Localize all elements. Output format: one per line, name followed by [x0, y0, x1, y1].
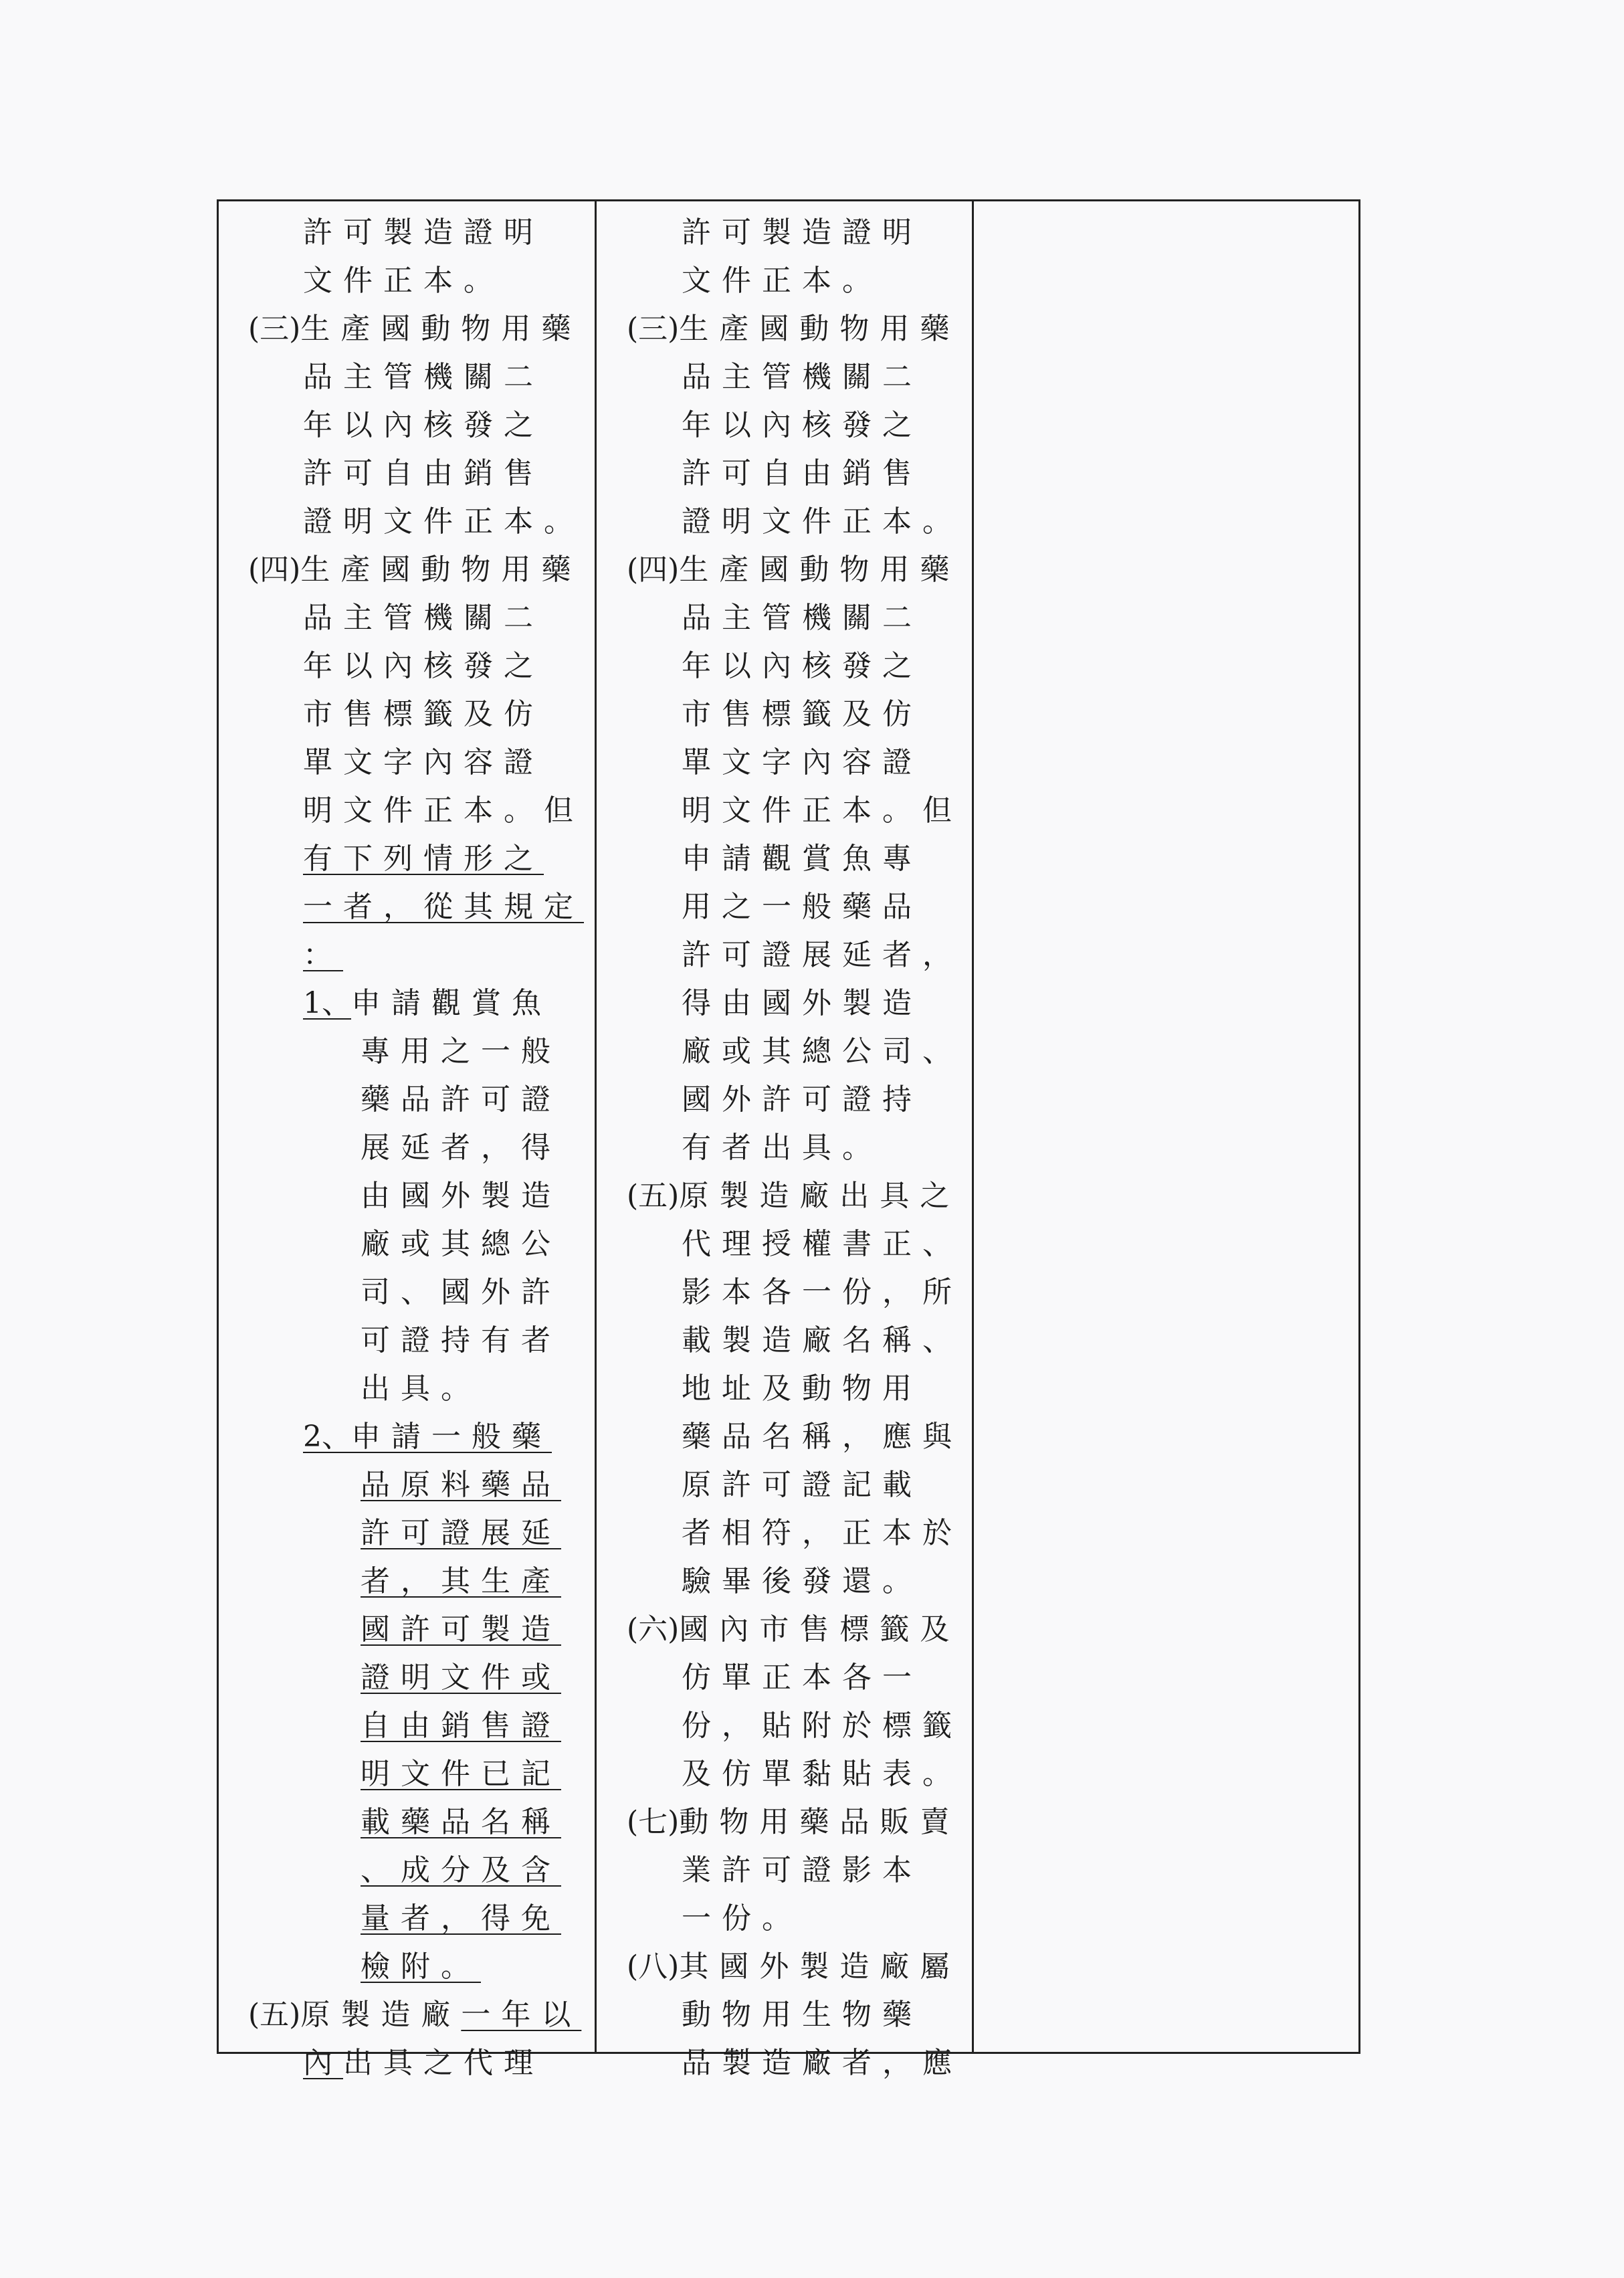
text-line: 出具。: [361, 1371, 481, 1406]
underlined-text: 、成分及含: [361, 1853, 561, 1887]
text-line: 品主管機關二: [682, 360, 922, 394]
text-line: (三)生產國動物用藥: [248, 312, 582, 346]
text-line: 市售標籤及仿: [682, 697, 922, 731]
text-line: 代理授權書正、: [682, 1227, 962, 1261]
text-line: 者相符，正本於: [682, 1516, 962, 1550]
text-line: 廠或其總公: [361, 1227, 561, 1261]
item-marker: (六): [627, 1612, 680, 1646]
sub-item-marker: 2、: [303, 1420, 351, 1454]
item-marker: (四): [627, 553, 680, 587]
text-line: 申請觀賞魚專: [682, 842, 922, 876]
text-line: 藥品許可證: [361, 1082, 561, 1117]
underlined-text: 證明文件或: [361, 1660, 561, 1695]
text-line: 品主管機關二: [303, 360, 544, 394]
text-line: 及仿單黏貼表。: [682, 1757, 962, 1791]
text-line: (三)生產國動物用藥: [627, 312, 960, 346]
underlined-text: 自由銷售證: [361, 1709, 561, 1743]
text-line: 業許可證影本: [682, 1853, 922, 1887]
text-line: [361, 1709, 561, 1743]
text-line: 1、申請觀賞魚: [303, 986, 552, 1020]
text-line: 司、國外許: [361, 1275, 561, 1309]
text-line: (四)生產國動物用藥: [627, 553, 960, 587]
text-line: 展延者，得: [361, 1131, 561, 1165]
text-line: [303, 1420, 552, 1454]
text-line: [303, 939, 343, 972]
text-line: 許可製造證明: [303, 215, 544, 250]
text-line: 驗畢後發還。: [682, 1564, 922, 1598]
text-line: 許可自由銷售: [303, 456, 544, 490]
text-line: 許可自由銷售: [682, 456, 922, 490]
text-line: 證明文件正本。: [682, 504, 962, 539]
document-table: [217, 199, 1360, 2080]
item-marker: (五): [627, 1179, 680, 1213]
item-marker: (八): [627, 1950, 680, 1984]
underlined-text: 載藥品名稱: [361, 1805, 561, 1839]
text-line: 市售標籤及仿: [303, 697, 544, 731]
text-line: 用之一般藥品: [682, 890, 922, 924]
text-line: (四)生產國動物用藥: [248, 553, 582, 587]
text-line: 年以內核發之: [682, 408, 922, 442]
text-line: 影本各一份，所: [682, 1275, 962, 1309]
item-marker: (五): [248, 1998, 301, 2032]
underlined-text: 明文件已記: [361, 1757, 561, 1791]
text-line: 單文字內容證: [303, 745, 544, 779]
item-marker: (三): [248, 312, 301, 346]
underlined-text: 內: [303, 2046, 343, 2080]
text-line: 廠或其總公司、: [682, 1034, 962, 1068]
text-line: 得由國外製造: [682, 986, 922, 1020]
text-line: 許可製造證明: [682, 215, 922, 250]
text-line: [361, 1661, 561, 1695]
text-line: 動物用生物藥: [682, 1998, 922, 2032]
text-line: 文件正本。: [682, 264, 882, 298]
underlined-text: 量者，得免: [361, 1901, 561, 1935]
text-line: 品主管機關二: [682, 601, 922, 635]
text-line: 文件正本。: [303, 264, 504, 298]
text-line: 有者出具。: [682, 1131, 882, 1165]
right-column: [974, 201, 1358, 2052]
text-line: [303, 890, 584, 924]
text-line: 國外許可證持: [682, 1082, 922, 1117]
text-line: 年以內核發之: [303, 408, 544, 442]
text-line: 仿單正本各一: [682, 1660, 922, 1695]
text-line: [361, 1902, 561, 1935]
column-divider: [595, 201, 597, 2052]
text-line: [303, 842, 544, 876]
text-line: 單文字內容證: [682, 745, 922, 779]
text-line: [361, 1517, 561, 1550]
underlined-text: 品原料藥品: [361, 1468, 561, 1502]
text-line: [361, 1758, 561, 1791]
item-marker: (三): [627, 312, 680, 346]
text-line: 內出具之代理: [303, 2046, 544, 2080]
underlined-text: 檢附。: [361, 1950, 481, 1984]
text-line: 一份。: [682, 1901, 802, 1935]
underlined-text: 國許可製造: [361, 1612, 561, 1646]
text-line: 藥品名稱，應與: [682, 1420, 962, 1454]
text-line: 明文件正本。但: [303, 793, 584, 828]
text-line: (五)原製造廠出具之: [627, 1179, 960, 1213]
text-line: [361, 1613, 561, 1646]
text-line: 地址及動物用: [682, 1371, 922, 1406]
text-line: (八)其國外製造廠屬: [627, 1950, 960, 1984]
text-line: [361, 1468, 561, 1502]
text-line: [361, 1806, 561, 1839]
text-line: 許可證展延者，: [682, 938, 962, 972]
text-line: [361, 1854, 561, 1887]
text-line: [361, 1950, 481, 1984]
text-line: (七)動物用藥品販賣: [627, 1805, 960, 1839]
text-line: [361, 1565, 561, 1598]
item-marker: (四): [248, 553, 301, 587]
text-line: 證明文件正本。: [303, 504, 584, 539]
underlined-text: 者，其生產: [361, 1564, 561, 1598]
text-line: 年以內核發之: [303, 649, 544, 683]
underlined-text: 一者，從其規定: [303, 890, 584, 924]
underlined-text: 申請一般藥: [351, 1420, 552, 1454]
underlined-text: 有下列情形之: [303, 842, 544, 876]
text-line: (六)國內市售標籤及: [627, 1612, 960, 1646]
text-line: 載製造廠名稱、: [682, 1323, 962, 1357]
sub-item-marker: 1、: [303, 986, 351, 1020]
text-line: 年以內核發之: [682, 649, 922, 683]
text-line: 可證持有者: [361, 1323, 561, 1357]
underlined-text: ：: [303, 938, 343, 972]
text-line: 由國外製造: [361, 1179, 561, 1213]
text-line: (五)原製造廠一年以: [248, 1998, 582, 2032]
underlined-text: 一年以: [461, 1998, 582, 2032]
text-line: 份，貼附於標籤: [682, 1709, 962, 1743]
item-marker: (七): [627, 1805, 680, 1839]
text-line: 品主管機關二: [303, 601, 544, 635]
text-line: 品製造廠者，應: [682, 2046, 962, 2080]
text-line: 明文件正本。但: [682, 793, 962, 828]
text-line: 原許可證記載: [682, 1468, 922, 1502]
text-line: 專用之一般: [361, 1034, 561, 1068]
underlined-text: 許可證展延: [361, 1516, 561, 1550]
